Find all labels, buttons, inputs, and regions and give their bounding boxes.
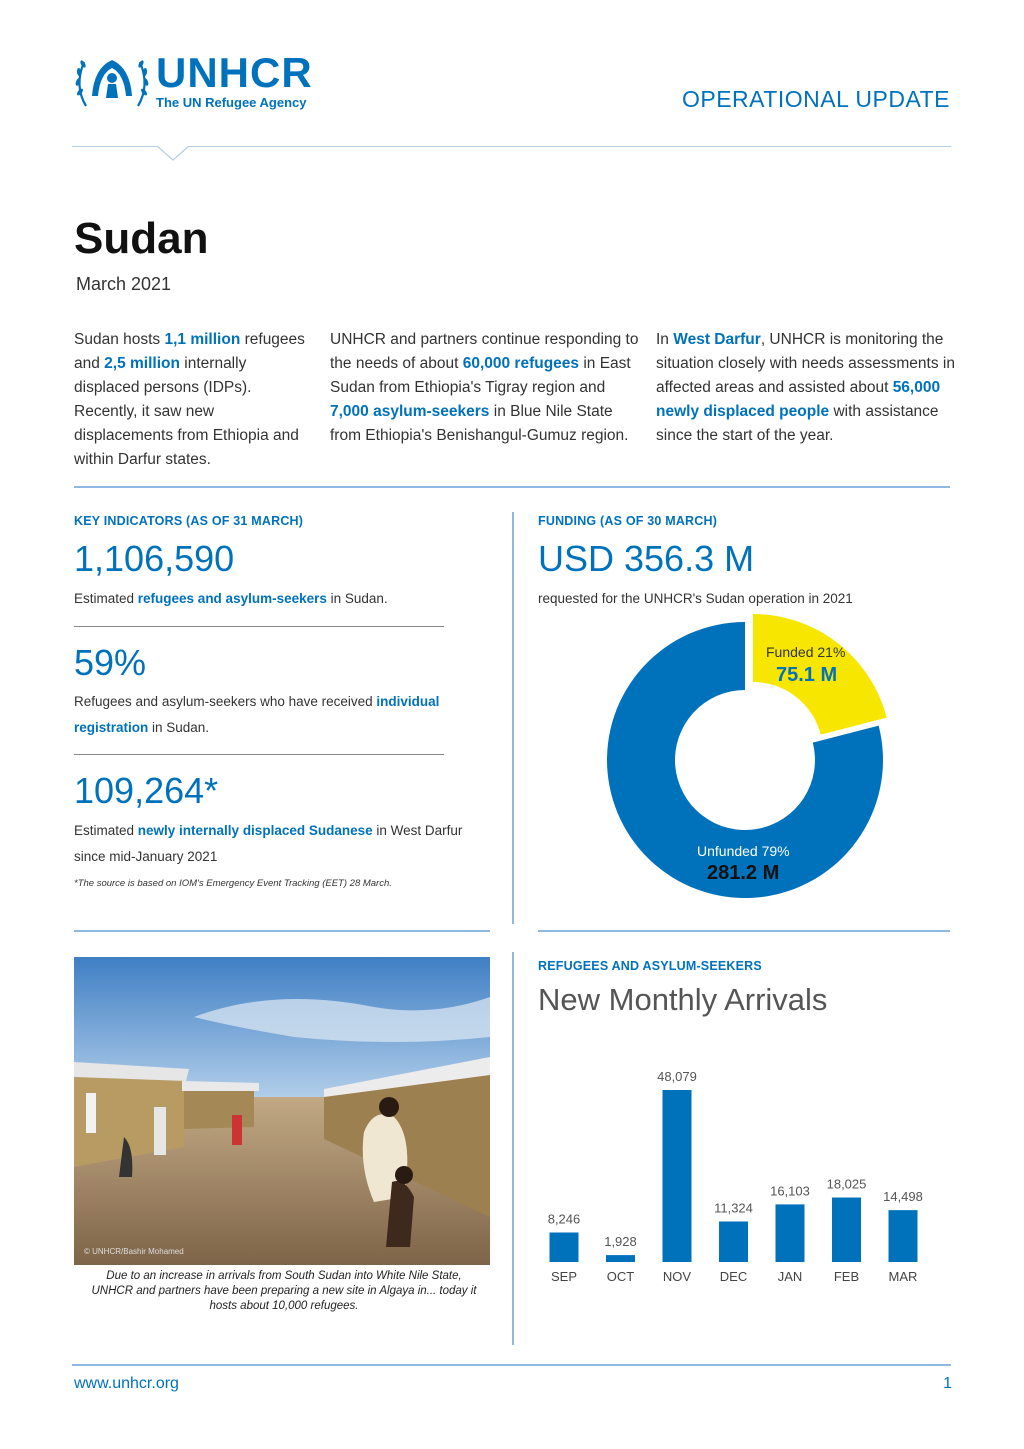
- indicator-description: Estimated newly internally displaced Sudanese in West Darfur since mid-January 2021: [74, 823, 463, 864]
- column-divider: [512, 512, 514, 924]
- header-divider: [72, 146, 951, 147]
- logo-wordmark: UNHCR: [156, 49, 313, 96]
- unhcr-logo-emblem: [72, 48, 152, 114]
- bar-nov: [663, 1090, 692, 1262]
- section-divider: [538, 930, 950, 932]
- bar-sep: [550, 1233, 579, 1262]
- funded-value: 75.1 M: [776, 664, 838, 686]
- bar-value-label: 48,079: [657, 1069, 697, 1084]
- indicator-description: Refugees and asylum-seekers who have received individual registration in Sudan.: [74, 694, 440, 735]
- x-tick-label: NOV: [662, 1269, 692, 1284]
- refugee-camp-photo: [74, 957, 490, 1265]
- bar-oct: [606, 1255, 635, 1262]
- unfunded-value: 281.2 M: [707, 862, 780, 884]
- bar-value-label: 11,324: [714, 1200, 753, 1216]
- page-title: Sudan: [74, 214, 209, 263]
- funding-heading: FUNDING (AS OF 30 MARCH): [538, 514, 718, 528]
- x-tick-label: MAR: [888, 1269, 918, 1284]
- bar-value-label: 1,928: [604, 1234, 637, 1250]
- bar-feb: [832, 1198, 861, 1262]
- unfunded-label: Unfunded 79%: [697, 843, 790, 859]
- bar-value-label: 18,025: [826, 1176, 867, 1192]
- intro-column-3: In West Darfur, UNHCR is monitoring the situation closely with needs assessments in affected areas and assisted about 56,000 newly displaced people with assistance since the start of the year.: [656, 331, 955, 444]
- bar-dec: [719, 1221, 748, 1262]
- arrivals-heading: REFUGEES AND ASYLUM-SEEKERS: [538, 959, 762, 973]
- document-type: OPERATIONAL UPDATE: [681, 86, 950, 112]
- intro-column-2: UNHCR and partners continue responding to the needs of about 60,000 refugees in East Sudan from Ethiopia's Tigray region and 7,000 asylum-seekers in Blue Nile State from Ethiopia's Benishangul-Gumuz region.: [330, 331, 639, 444]
- indicator-value: 109,264*: [74, 770, 219, 811]
- chevron-down-icon: [157, 146, 189, 162]
- section-divider: [74, 486, 950, 488]
- indicator-description: Estimated refugees and asylum-seekers in Sudan.: [74, 591, 388, 606]
- x-tick-label: JAN: [777, 1269, 803, 1284]
- logo-subtitle: The UN Refugee Agency: [156, 95, 307, 110]
- intro-column-1: Sudan hosts 1,1 million refugees and 2,5 million internally displaced persons (IDPs). Recently, it saw new displacements from Ethiopia and within Darfur states.: [74, 331, 305, 468]
- bar-jan: [776, 1204, 805, 1262]
- photo-credit: © UNHCR/Bashir Mohamed: [84, 1247, 184, 1256]
- column-divider: [512, 952, 514, 1345]
- key-indicators-heading: KEY INDICATORS (AS OF 31 MARCH): [74, 514, 304, 528]
- photo-caption: Due to an increase in arrivals from South Sudan into White Nile State, UNHCR and partners have been preparing a new site in Algaya in... today it hosts about 10,000 refugees.: [91, 1270, 477, 1312]
- chart-title: New Monthly Arrivals: [538, 982, 828, 1017]
- bar-value-label: 16,103: [770, 1183, 810, 1199]
- page-number: 1: [943, 1375, 952, 1392]
- bar-mar: [889, 1210, 918, 1262]
- funding-total: USD 356.3 M: [538, 538, 755, 579]
- monthly-arrivals-bar-chart: [538, 1040, 950, 1290]
- x-tick-label: DEC: [719, 1269, 748, 1284]
- x-tick-label: FEB: [833, 1269, 860, 1284]
- indicator-divider: [74, 626, 444, 627]
- funding-description: requested for the UNHCR's Sudan operation in 2021: [538, 591, 853, 606]
- indicator-footnote: *The source is based on IOM's Emergency Event Tracking (EET) 28 March.: [74, 878, 392, 889]
- x-tick-label: OCT: [606, 1269, 635, 1284]
- footer-divider: [72, 1364, 951, 1366]
- section-divider: [74, 930, 490, 932]
- bar-value-label: 8,246: [547, 1211, 581, 1227]
- x-tick-label: SEP: [550, 1269, 578, 1284]
- indicator-divider: [74, 754, 444, 755]
- page-date: March 2021: [76, 274, 172, 294]
- indicator-value: 1,106,590: [74, 538, 235, 579]
- indicator-value: 59%: [74, 642, 147, 683]
- bar-value-label: 14,498: [883, 1189, 923, 1205]
- funded-label: Funded 21%: [766, 644, 846, 660]
- footer-link[interactable]: www.unhcr.org: [74, 1375, 179, 1392]
